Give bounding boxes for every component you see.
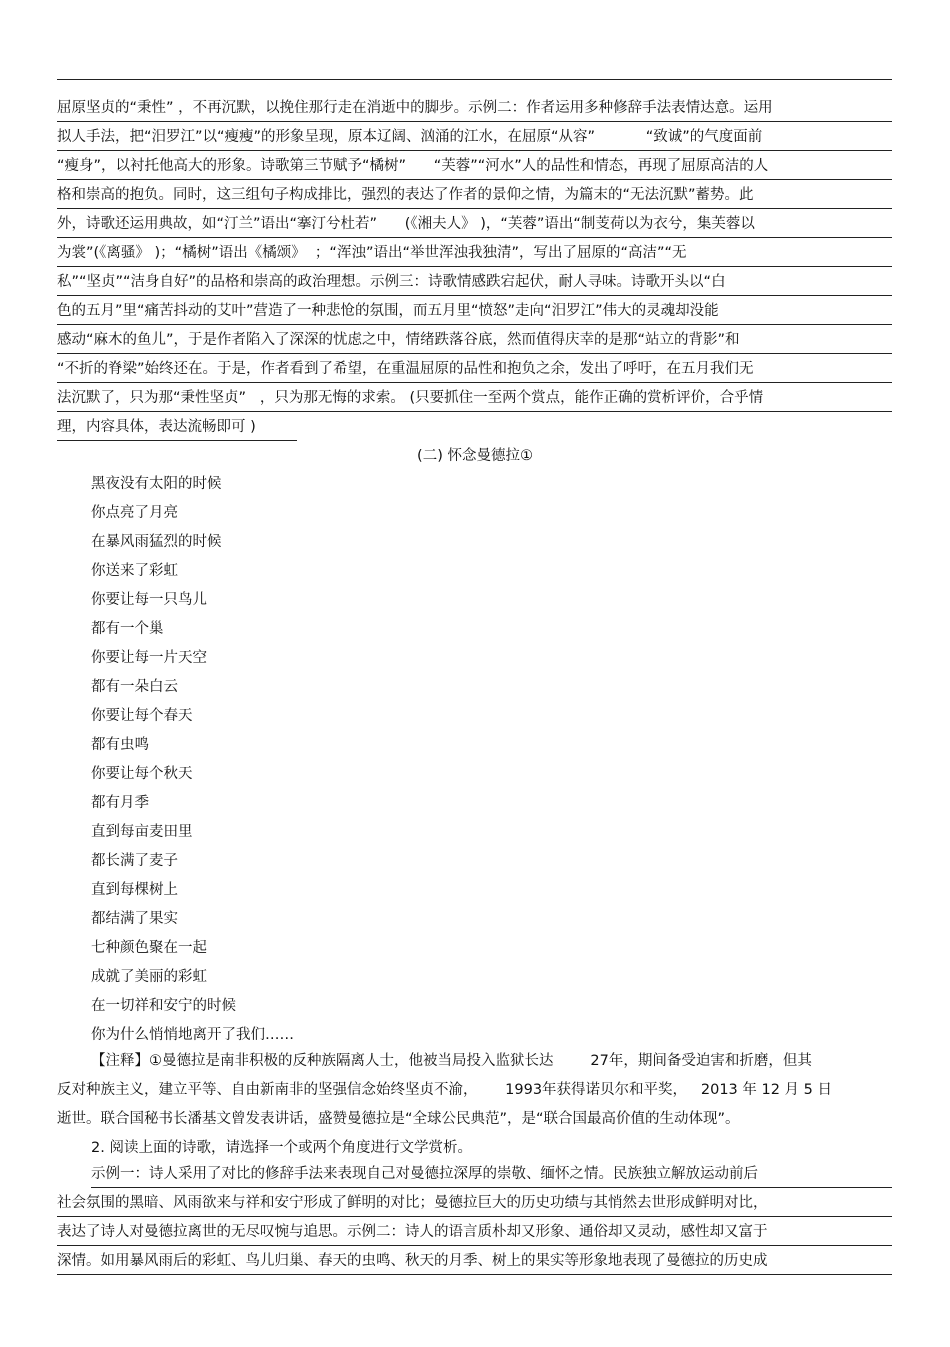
answer-line: 外，诗歌还运用典故，如“汀兰”语出“搴汀兮杜若” (《湘夫人》 )，“芙蓉”语出“制芰荷以为衣兮，集芙蓉以 [57,210,892,238]
answer-line: 示例一：诗人采用了对比的修辞手法来表现自己对曼德拉深厚的崇敬、缅怀之情。民族独立解放运动前后 [91,1160,892,1188]
poem-line: 在暴风雨猛烈的时候 [91,534,222,550]
poem-line: 你要让每一只鸟儿 [91,592,207,608]
answer-line: 感动“麻木的鱼儿”，于是作者陷入了深深的忧虑之中，情绪跌落谷底，然而值得庆幸的是那“站立的背影”和 [57,326,892,354]
poem-line: 成就了美丽的彩虹 [91,969,207,985]
answer-line: 格和崇高的抱负。同时，这三组句子构成排比，强烈的表达了作者的景仰之情，为篇末的“无法沉默”蓄势。此 [57,181,892,209]
note-line: 逝世。联合国秘书长潘基文曾发表讲话，盛赞曼德拉是“全球公民典范”，是“联合国最高价值的生动体现”。 [57,1111,740,1127]
poem-line: 都有一个巢 [91,621,164,637]
question-text: 2. 阅读上面的诗歌，请选择一个或两个角度进行文学赏析。 [91,1140,472,1156]
section-title: (二) 怀念曼德拉① [417,448,533,464]
poem-line: 直到每棵树上 [91,882,178,898]
poem-line: 都有一朵白云 [91,679,178,695]
answer-line: 法沉默了，只为那“秉性坚贞” ，只为那无悔的求索。 (只要抓住一至两个赏点，能作正确的赏析评价，合乎情 [57,384,892,412]
top-divider [57,79,892,80]
answer-line: 拟人手法，把“汨罗江”以“瘦瘦”的形象呈现，原本辽阔、汹涌的江水，在屈原“从容” “致诚”的气度面前 [57,123,892,151]
poem-line: 七种颜色聚在一起 [91,940,207,956]
answer-line: 私”“坚贞”“洁身自好”的品格和崇高的政治理想。示例三：诗歌情感跌宕起伏，耐人寻味。诗歌开头以“白 [57,268,892,296]
answer-line: 深情。如用暴风雨后的彩虹、鸟儿归巢、春天的虫鸣、秋天的月季、树上的果实等形象地表现了曼德拉的历史成 [57,1247,892,1275]
poem-line: 你为什么悄悄地离开了我们…… [91,1027,294,1043]
answer-line: 为裳”(《离骚》 )；“橘树”语出《橘颂》 ；“浑浊”语出“举世浑浊我独清”，写出了屈原的“高洁”“无 [57,239,892,267]
answer-line: 表达了诗人对曼德拉离世的无尽叹惋与追思。示例二：诗人的语言质朴却又形象、通俗却又灵动，感性却又富于 [57,1218,892,1246]
poem-line: 在一切祥和安宁的时候 [91,998,236,1014]
poem-line: 你要让每一片天空 [91,650,207,666]
poem-line: 你要让每个秋天 [91,766,193,782]
note-line: 反对种族主义，建立平等、自由新南非的坚强信念始终坚贞不渝， 1993年获得诺贝尔和平奖， 2013 年 12 月 5 日 [57,1082,833,1098]
poem [91,473,294,1053]
poem-line: 你送来了彩虹 [91,563,178,579]
poem-line: 都有月季 [91,795,149,811]
poem-line: 你点亮了月亮 [91,505,178,521]
poem-line: 都长满了麦子 [91,853,178,869]
poem-line: 都结满了果实 [91,911,178,927]
answer-line: 理，内容具体，表达流畅即可 ) [57,413,297,441]
answer-line: “瘦身”，以衬托他高大的形象。诗歌第三节赋予“橘树” “芙蓉”“河水”人的品性和情态，再现了屈原高洁的人 [57,152,892,180]
answer-line: 屈原坚贞的“秉性” ，不再沉默，以挽住那行走在消逝中的脚步。示例二：作者运用多种修辞手法表情达意。运用 [57,94,892,122]
note-line: 【注释】①曼德拉是南非积极的反种族隔离人士，他被当局投入监狱长达 27年，期间备受迫害和折磨，但其 [91,1053,812,1069]
poem-line: 直到每亩麦田里 [91,824,193,840]
poem-line: 你要让每个春天 [91,708,193,724]
answer-line: 色的五月”里“痛苦抖动的艾叶”营造了一种悲怆的氛围，而五月里“愤怒”走向“汨罗江”伟大的灵魂却没能 [57,297,892,325]
poem-line: 黑夜没有太阳的时候 [91,476,222,492]
answer-line: 社会氛围的黑暗、风雨欲来与祥和安宁形成了鲜明的对比；曼德拉巨大的历史功绩与其悄然去世形成鲜明对比， [57,1189,892,1217]
answer-line: “不折的脊梁”始终还在。于是，作者看到了希望，在重温屈原的品性和抱负之余，发出了呼吁，在五月我们无 [57,355,892,383]
poem-line: 都有虫鸣 [91,737,149,753]
